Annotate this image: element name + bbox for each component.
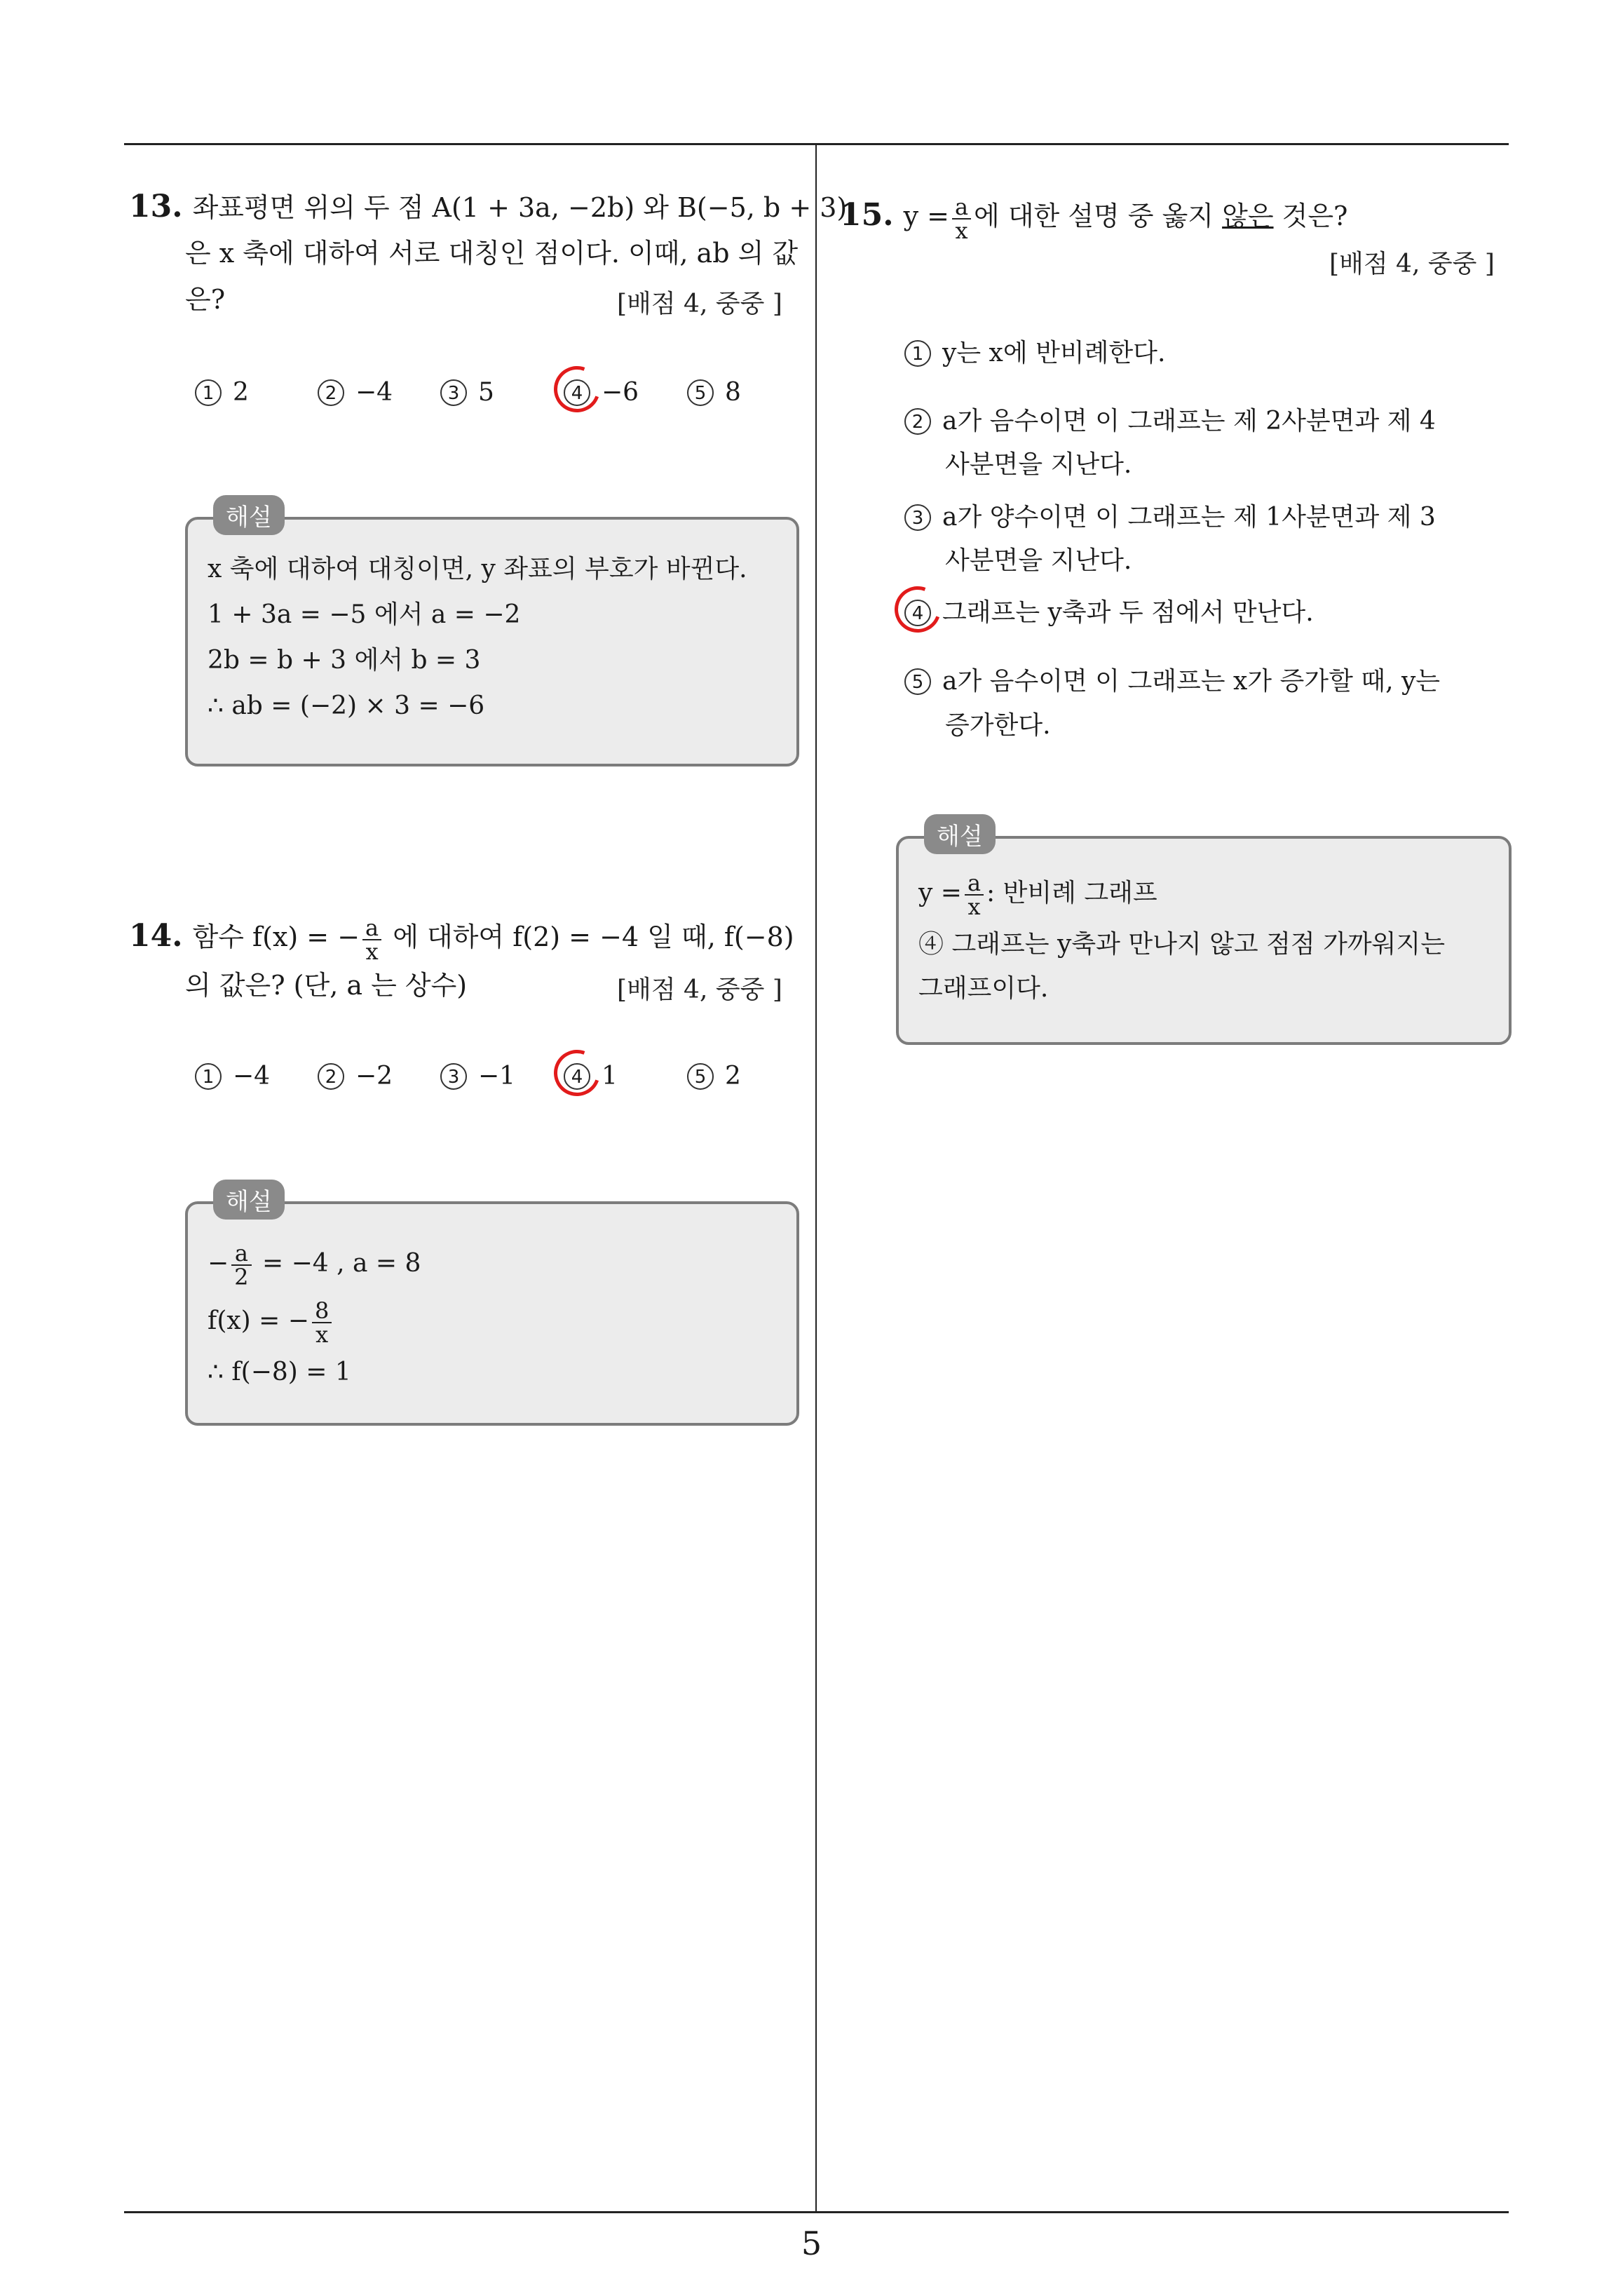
choice-number: 5 — [687, 379, 714, 406]
q13-solution-line: 1 + 3a = −5 에서 a = −2 — [208, 600, 521, 629]
text-span: 에 대하여 f(2) = −4 일 때, f(−8) — [393, 921, 794, 952]
q13-solution-line: x 축에 대하여 대칭이면, y 좌표의 부호가 바뀐다. — [208, 555, 747, 583]
q13-line3: 은? — [185, 284, 226, 315]
choice-number: 5 — [904, 668, 931, 695]
choice-number: 2 — [318, 379, 344, 406]
q14-meta: [배점 4, 중중 ] — [617, 975, 782, 1004]
choice-number: 5 — [687, 1063, 714, 1090]
text-span: −4 — [355, 378, 393, 407]
q15-choice-2[interactable] — [904, 403, 1436, 439]
text-span: a — [952, 196, 971, 220]
q13-meta: [배점 4, 중중 ] — [617, 290, 782, 318]
q15-line1 — [840, 192, 1347, 242]
q15-meta: [배점 4, 중중 ] — [1329, 250, 1495, 278]
q13-choice-5[interactable] — [687, 374, 741, 410]
q14-solution-line — [208, 1299, 334, 1346]
text-span: a — [362, 917, 381, 940]
q13-choice-3[interactable] — [440, 374, 494, 410]
choice-number: 1 — [195, 379, 222, 406]
text-span: y = — [903, 201, 949, 231]
choice-number: 4 — [904, 600, 931, 626]
text-span: y는 x에 반비례한다. — [942, 339, 1166, 367]
text-span: = −4 , a = 8 — [262, 1249, 421, 1278]
q13-line2: 은 x 축에 대하여 서로 대칭인 점이다. 이때, ab 의 값 — [185, 238, 799, 269]
page-number: 5 — [801, 2224, 822, 2262]
text-span: 5 — [478, 378, 494, 407]
text-span: − — [208, 1249, 229, 1278]
q14-line2: 의 값은? (단, a 는 상수) — [185, 970, 468, 1001]
text-span: 1 — [602, 1062, 618, 1090]
text-span: 2 — [234, 1264, 249, 1290]
q15-solution-tag: 해설 — [924, 814, 996, 854]
q14-line1 — [129, 913, 794, 963]
q15-choice-5[interactable] — [904, 663, 1440, 699]
q13-choice-1[interactable] — [195, 374, 249, 410]
q15-choice-3[interactable] — [904, 499, 1436, 535]
q13-choice-2[interactable] — [318, 374, 393, 410]
text-span: f(x) = − — [208, 1306, 309, 1335]
q15-choice-2-line2: 사분면을 지난다. — [945, 450, 1132, 479]
text-span: 8 — [312, 1299, 332, 1323]
answer-mark-circle — [546, 358, 608, 420]
text-span: x — [365, 938, 379, 965]
answer-mark-circle — [546, 1042, 608, 1104]
text-span: 것은? — [1282, 201, 1348, 231]
q15-solution-line: ④ 그래프는 y축과 만나지 않고 점점 가까워지는 — [918, 930, 1445, 959]
fraction — [312, 1299, 332, 1346]
text-span: 8 — [725, 378, 741, 407]
text-span: a — [231, 1242, 251, 1266]
text-span: x — [967, 893, 981, 920]
text-span: a — [965, 872, 984, 896]
text-span: 함수 f(x) = − — [192, 921, 360, 952]
q14-choice-5[interactable] — [687, 1058, 741, 1094]
text-span: y = — [918, 879, 962, 907]
choice-number: 1 — [195, 1063, 222, 1090]
q14-solution-line — [208, 1241, 421, 1288]
q15-choice-1[interactable] — [904, 335, 1165, 371]
q14-fraction — [362, 914, 381, 965]
choice-number: 3 — [904, 504, 931, 531]
q14-solution-tag: 해설 — [213, 1180, 285, 1220]
fraction — [965, 872, 984, 918]
q15-choice-5-line2: 증가한다. — [945, 711, 1051, 740]
fraction — [231, 1242, 251, 1288]
text-span: 그래프는 y축과 두 점에서 만난다. — [942, 598, 1314, 627]
text-span: a가 양수이면 이 그래프는 제 1사분면과 제 3 — [942, 503, 1436, 532]
text-span: a가 음수이면 이 그래프는 제 2사분면과 제 4 — [942, 407, 1436, 435]
choice-number: 1 — [904, 340, 931, 367]
text-span: 에 대한 설명 중 옳지 — [974, 201, 1214, 231]
text-span: −2 — [355, 1062, 393, 1090]
text-span: 않은 — [1222, 201, 1274, 231]
q14-choice-2[interactable] — [318, 1058, 393, 1094]
choice-number: 3 — [440, 379, 467, 406]
choice-number: 4 — [564, 379, 590, 406]
q14-choice-1[interactable] — [195, 1058, 270, 1094]
q13-line1 — [129, 184, 847, 231]
choice-number: 2 — [904, 408, 931, 435]
q13-number: 13. — [129, 189, 183, 224]
q15-solution-line: 그래프이다. — [918, 974, 1049, 1003]
q13-solution-tag: 해설 — [213, 495, 285, 535]
text-span: : 반비례 그래프 — [986, 879, 1157, 907]
q15-fraction — [952, 193, 971, 244]
bottom-rule — [124, 2211, 1509, 2213]
column-divider — [815, 144, 817, 2212]
q13-solution-line: 2b = b + 3 에서 b = 3 — [208, 646, 481, 675]
q13-solution-line: ∴ ab = (−2) × 3 = −6 — [208, 691, 485, 720]
q15-number: 15. — [840, 197, 894, 233]
q14-choice-3[interactable] — [440, 1058, 515, 1094]
q14-number: 14. — [129, 918, 183, 954]
text-span: x — [955, 217, 968, 244]
choice-number: 2 — [318, 1063, 344, 1090]
text-span: 2 — [725, 1062, 741, 1090]
text-span: −4 — [233, 1062, 271, 1090]
text-span: a가 음수이면 이 그래프는 x가 증가할 때, y는 — [942, 667, 1441, 696]
text-span: −6 — [602, 378, 639, 407]
q15-choice-3-line2: 사분면을 지난다. — [945, 546, 1132, 575]
text-span: x — [315, 1321, 329, 1348]
text-span: 좌표평면 위의 두 점 A(1 + 3a, −2b) 와 B(−5, b + 3) — [192, 192, 848, 223]
q14-solution-line: ∴ f(−8) = 1 — [208, 1358, 351, 1386]
choice-number: 3 — [440, 1063, 467, 1090]
q15-choice-4[interactable] — [904, 594, 1314, 630]
answer-mark-circle — [887, 579, 949, 640]
text-span: −1 — [478, 1062, 516, 1090]
text-span: 2 — [233, 378, 249, 407]
q15-solution-line — [918, 871, 1157, 918]
choice-number: 4 — [564, 1063, 590, 1090]
